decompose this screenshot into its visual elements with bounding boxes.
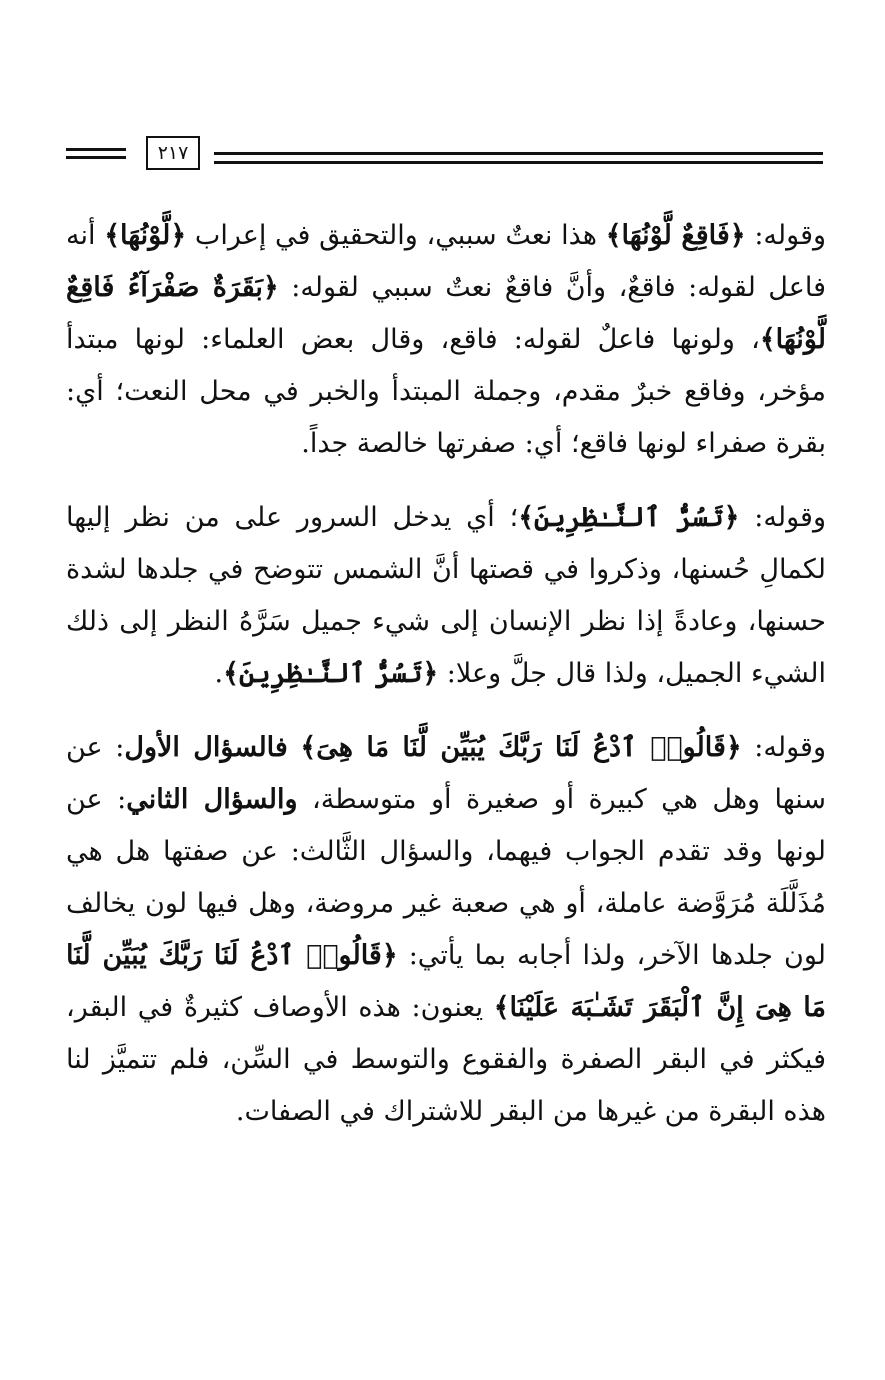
paragraph-text: : عن لونها وقد تقدم الجواب فيهما، والسؤال الثَّالث: عن صفتها هل هي مُذَلَّلَة مُرَوَّضة عاملة، أو هي صعبة غير مروضة، وهل فيها لون يخالف لون جلدها الآخر، ولذا أجابه بما يأتي: — [66, 784, 827, 971]
quran-quote: ﴿بَقَرَةٌ صَفْرَآءُ فَاقِعٌ لَّوْنُهَا﴾ — [66, 272, 826, 355]
quran-quote: ﴿تَسُرُّ ٱلنَّـٰظِرِينَ﴾ — [518, 502, 740, 533]
header-rule-right-upper — [214, 152, 823, 155]
header-rule-left-upper — [66, 148, 126, 151]
paragraph-text: هذا نعتٌ سببي، والتحقيق في إعراب — [186, 220, 606, 251]
paragraph-text: : عن سنها وهل هي كبيرة أو صغيرة أو متوسطة، — [66, 732, 826, 815]
paragraph-text: وقوله: — [745, 220, 827, 251]
quran-quote: ﴿لَّوْنُهَا﴾ — [104, 220, 187, 251]
page-number: ٢١٧ — [146, 136, 200, 170]
paragraph-text: . — [214, 658, 224, 689]
header-rule-right-lower — [214, 161, 823, 164]
quran-quote: ﴿تَسُرُّ ٱلنَّـٰظِرِينَ﴾ — [223, 658, 439, 689]
paragraph-text: يعنون: هذه الأوصاف كثيرةٌ في البقر، فيكثر في البقر الصفرة والفقوع والتوسط في السِّن، فلم تتميَّز لنا هذه البقرة من غيرها من البقر للاشتراك في الصفات. — [66, 992, 826, 1127]
paragraph-2 — [66, 492, 826, 700]
quran-quote: ﴿قَالُوا۟ ٱدْعُ لَنَا رَبَّكَ يُبَيِّن لَّنَا مَا هِىَ إِنَّ ٱلْبَقَرَ تَشَـٰبَهَ عَلَيْنَا﴾ — [66, 940, 826, 1023]
paragraph-text: أنه فاعل لقوله: فاقعٌ، وأنَّ فاقعٌ نعتٌ سببي لقوله: — [66, 220, 826, 303]
page-header — [66, 136, 823, 172]
paragraph-3 — [66, 722, 826, 1138]
paragraph-1 — [66, 210, 826, 470]
paragraph-text: ، ولونها فاعلٌ لقوله: فاقع، وقال بعض العلماء: لونها مبتدأ مؤخر، وفاقع خبرٌ مقدم، وجملة المبتدأ والخبر في محل النعت؛ أي: بقرة صفراء لونها فاقع؛ أي: صفرتها خالصة جداً. — [66, 324, 826, 459]
quran-quote: ﴿فَاقِعٌ لَّوْنُهَا﴾ — [605, 220, 746, 251]
paragraph-text: وقوله: — [741, 732, 826, 763]
bold-heading-second-question: والسؤال الثاني — [126, 784, 298, 815]
bold-heading-first-question: فالسؤال الأول — [124, 732, 288, 763]
paragraph-text: ؛ أي يدخل السرور على من نظر إليها لكمالِ حُسنها، وذكروا في قصتها أنَّ الشمس تتوضح في جلدها لشدة حسنها، وعادةً إذا نظر الإنسان إلى شيء جميل سَرَّهُ النظر إلى ذلك الشيء الجميل، ولذا قال جلَّ وعلا: — [66, 502, 826, 689]
header-rule-left-lower — [66, 156, 126, 159]
quran-quote: ﴿قَالُوا۟ ٱدْعُ لَنَا رَبَّكَ يُبَيِّن لَّنَا مَا هِىَ﴾ — [300, 732, 742, 763]
page-body — [66, 210, 826, 1138]
paragraph-text: وقوله: — [739, 502, 826, 533]
paragraph-text — [288, 732, 301, 763]
